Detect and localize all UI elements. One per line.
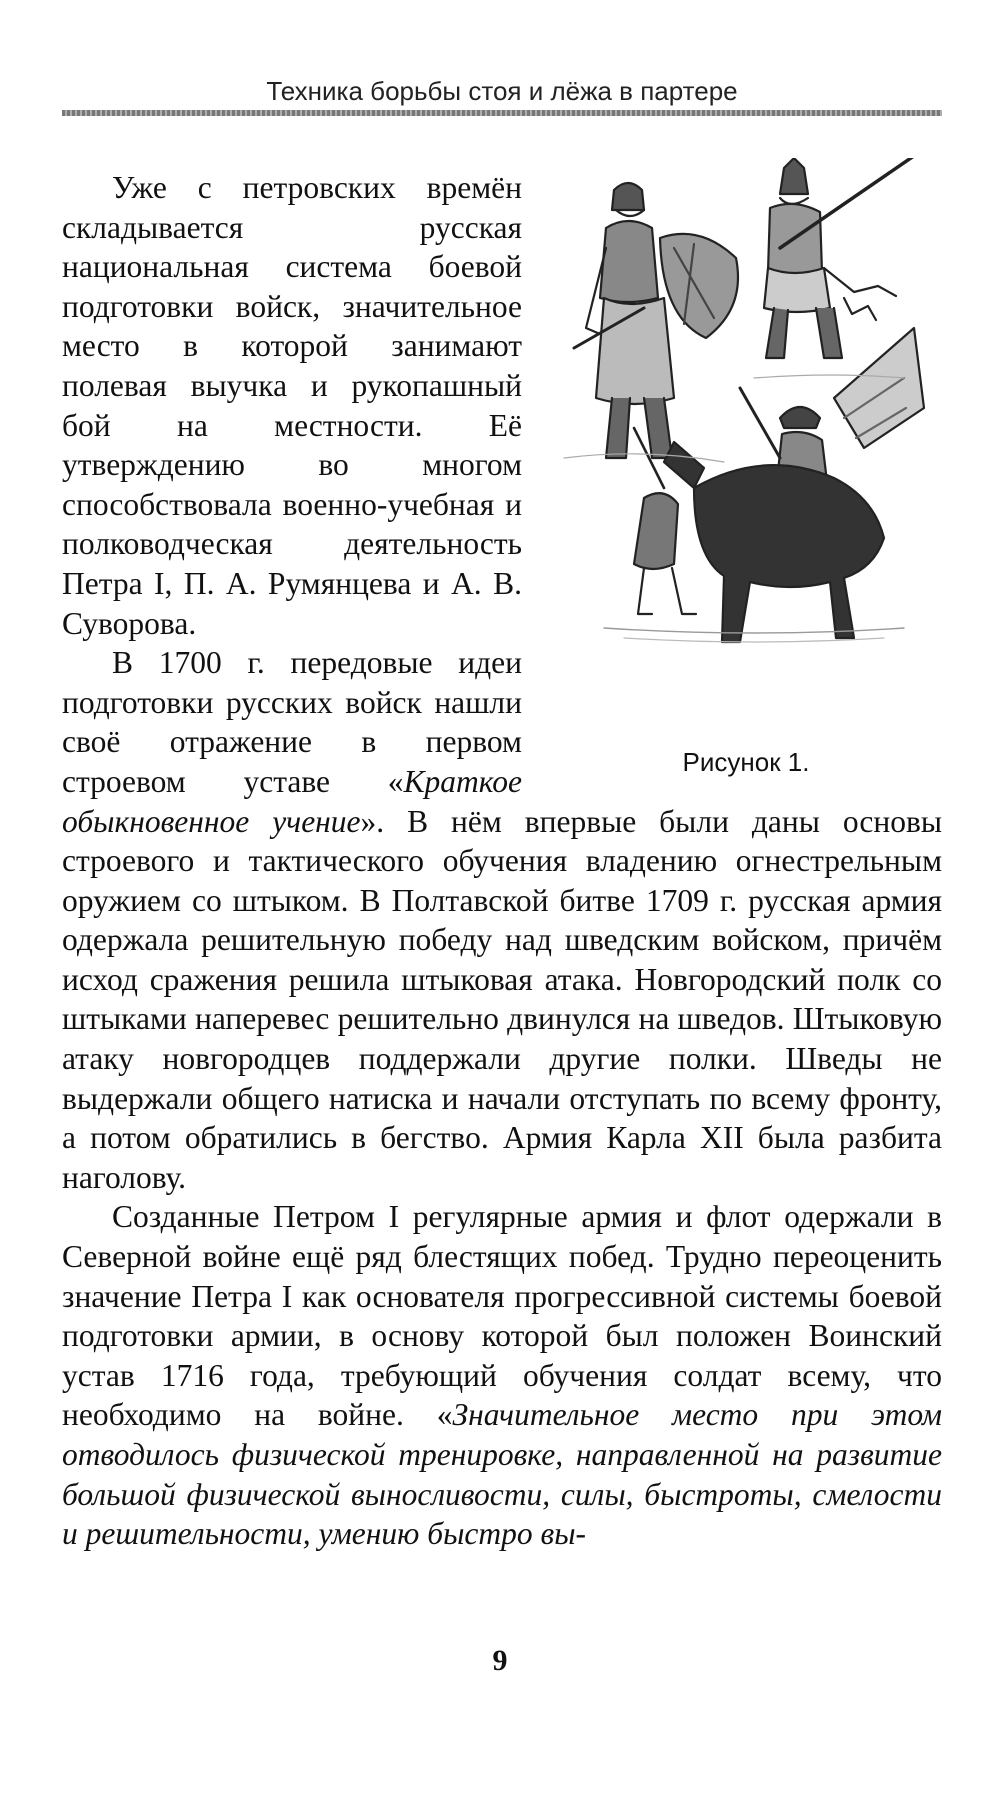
figure-1 <box>544 158 948 798</box>
paragraph-3-italic-quote: Значительное место при этом отводилось физической тренировке, направленной на развитие большой физической выносливости, силы, быстроты, смелости и решительности, умению быстро вы- <box>62 1397 942 1552</box>
paragraph-2-text-b: ». В нём впервые были даны основы строевого и тактического обучения владению огнестрельным оружием со штыком. В Полтавской битве 1709 г. русская армия одержала решительную победу над шведским войском, причём исход сражения решила штыковая атака. Новгородский полк со штыками наперевес решительно двинулся на шведов. Штыковую атаку новгородцев поддержали другие полки. Шведы не выдержали общего натиска и начали отступать по всему фронту, а потом обратились в бегство. Армия Карла XII была разбита наголову. <box>62 803 942 1195</box>
figure-caption: Рисунок 1. <box>682 747 810 777</box>
paragraph-2-italic-title: Краткое обыкновенное учение <box>62 763 522 839</box>
page-number: 9 <box>492 1644 508 1677</box>
soldiers-illustration <box>544 158 948 738</box>
body-text <box>62 168 942 1554</box>
paragraph-3 <box>62 1197 942 1553</box>
paragraph-2-text-a: В 1700 г. передовые идеи подготовки русских войск нашли своё отражение в первом строевом уставе « <box>62 645 522 799</box>
paragraph-1: Уже с петровских времён складывается русская национальная система боевой подготовки войск, значительное место в которой занимают полевая выучка и рукопашный бой на местности. Её утверждению во многом способствовала военно-учебная и полководческая деятельность Петра I, П. А. Румянцева и А. В. Суворова. <box>62 170 522 641</box>
header-rule <box>62 110 942 116</box>
armored-knight-figure <box>574 183 738 458</box>
running-title: Техника борьбы стоя и лёжа в партере <box>266 76 738 106</box>
paragraph-3-text-a: Созданные Петром I регулярные армия и флот одержали в Северной войне ещё ряд блестящих побед. Трудно переоценить значение Петра I как основателя прогрессивной системы боевой подготовки армии, в основу которой был положен Воинский устав 1716 года, требующий обучения солдат всему, что необходимо на войне. « <box>62 1199 942 1433</box>
